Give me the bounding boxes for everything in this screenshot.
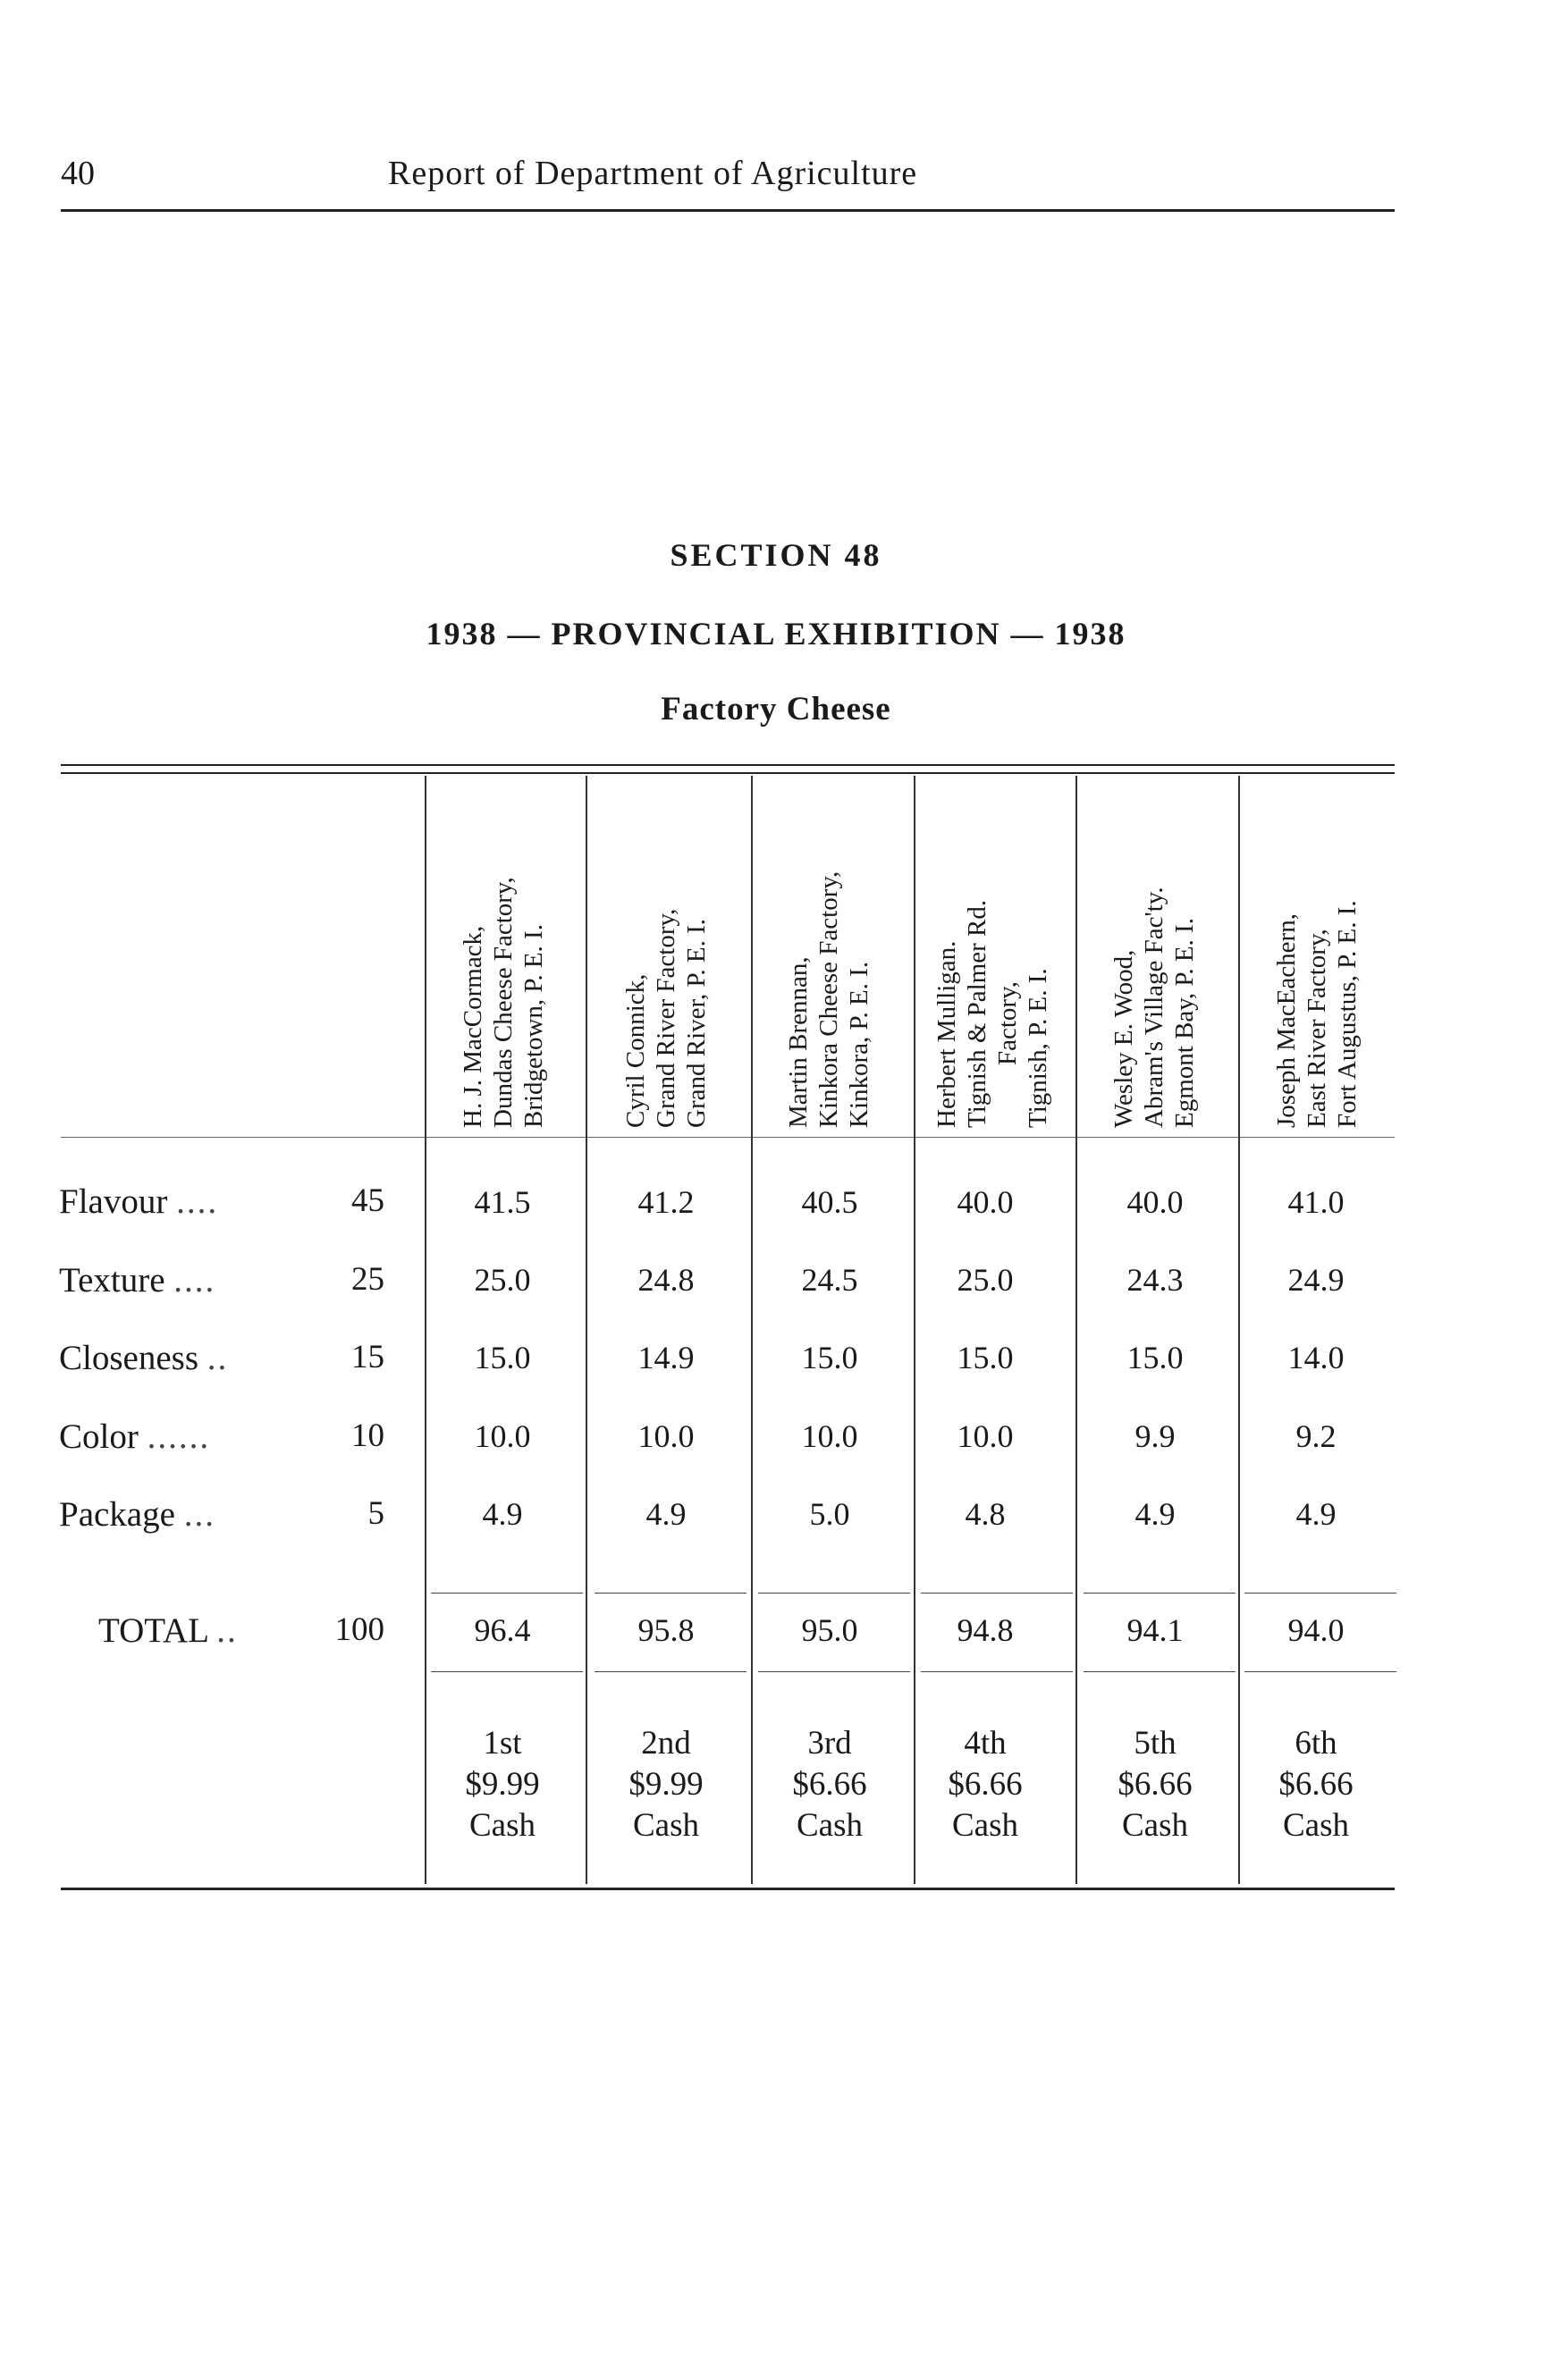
entrant-header xyxy=(1271,815,1432,1128)
entrant-factory: Grand River Factory, xyxy=(652,908,680,1128)
award-kind: Cash xyxy=(1122,1807,1188,1844)
score-cell: 41.5 xyxy=(474,1184,531,1220)
score-cell: 24.9 xyxy=(1287,1262,1345,1298)
score-cell: 15.0 xyxy=(957,1340,1014,1375)
award-prize: $9.99 xyxy=(465,1766,540,1803)
entrant-name: Cyril Connick, xyxy=(621,973,650,1128)
entrant-name: Herbert Mulligan. xyxy=(932,940,961,1128)
entrant-name: Joseph MacEachern, xyxy=(1272,913,1301,1128)
award-kind: Cash xyxy=(469,1807,536,1844)
score-cell: 9.2 xyxy=(1295,1418,1337,1454)
entrant-name: Wesley E. Wood, xyxy=(1109,949,1138,1128)
entrant-location: Egmont Bay, P. E. I. xyxy=(1170,918,1199,1128)
entrant-location: Grand River, P. E. I. xyxy=(682,918,711,1128)
award-place: 1st xyxy=(483,1725,522,1762)
award xyxy=(749,1723,910,1846)
row-max: 10 xyxy=(351,1417,384,1454)
score-cell: 10.0 xyxy=(637,1418,695,1454)
entrant-location: Bridgetown, P. E. I. xyxy=(519,924,548,1128)
score-cell: 5.0 xyxy=(809,1496,850,1532)
total-rule-top xyxy=(595,1593,746,1594)
score-cell: 15.0 xyxy=(1126,1340,1184,1375)
award xyxy=(905,1723,1066,1846)
entrant-header xyxy=(783,815,944,1128)
score-cell: 24.8 xyxy=(637,1262,695,1298)
entrant-factory: Kinkora Cheese Factory, xyxy=(814,870,843,1128)
score-cell: 24.5 xyxy=(801,1262,858,1298)
table-top-rule xyxy=(61,764,1395,766)
total-rule-top xyxy=(1084,1593,1236,1594)
score-cell: 40.0 xyxy=(957,1184,1014,1220)
total-rule-top xyxy=(431,1593,583,1594)
score-cell: 4.9 xyxy=(1295,1496,1337,1532)
award xyxy=(422,1723,583,1846)
entrant-header xyxy=(932,815,1092,1128)
table-top-rule-inner xyxy=(61,772,1395,774)
total-cell: 94.1 xyxy=(1126,1612,1184,1648)
entrant-factory: East River Factory, xyxy=(1303,929,1331,1128)
entrant-factory: Abram's Village Fac'ty. xyxy=(1140,887,1168,1128)
row-max: 25 xyxy=(351,1261,384,1298)
event-title: 1938 — PROVINCIAL EXHIBITION — 1938 xyxy=(426,616,1126,652)
total-cell: 96.4 xyxy=(474,1612,531,1648)
award-prize: $6.66 xyxy=(792,1766,867,1803)
award xyxy=(586,1723,746,1846)
award-place: 5th xyxy=(1134,1725,1177,1762)
column-divider xyxy=(425,776,426,1884)
row-label-color: Color ...... xyxy=(59,1417,211,1456)
total-cell: 95.8 xyxy=(637,1612,695,1648)
row-max: 5 xyxy=(367,1495,384,1532)
row-label-package: Package ... xyxy=(59,1495,215,1534)
table-bottom-rule xyxy=(61,1888,1395,1890)
score-cell: 25.0 xyxy=(957,1262,1014,1298)
total-rule-bottom xyxy=(921,1671,1073,1672)
entrant-location: Tignish, P. E. I. xyxy=(1024,968,1052,1128)
score-cell: 4.9 xyxy=(482,1496,523,1532)
entrant-location: Kinkora, P. E. I. xyxy=(845,961,873,1128)
award-prize: $9.99 xyxy=(628,1766,704,1803)
entrant-name: H. J. MacCormack, xyxy=(459,925,487,1128)
award-prize: $6.66 xyxy=(948,1766,1023,1803)
score-cell: 24.3 xyxy=(1126,1262,1184,1298)
running-title: Report of Department of Agriculture xyxy=(388,155,918,192)
score-cell: 41.2 xyxy=(637,1184,695,1220)
entrant-header xyxy=(1109,815,1269,1128)
row-max: 45 xyxy=(351,1182,384,1219)
award-place: 6th xyxy=(1295,1725,1337,1762)
award-kind: Cash xyxy=(952,1807,1018,1844)
row-max-total: 100 xyxy=(334,1611,384,1648)
award-kind: Cash xyxy=(633,1807,699,1844)
total-cell: 94.0 xyxy=(1287,1612,1345,1648)
score-cell: 14.9 xyxy=(637,1340,695,1375)
header-rule xyxy=(61,209,1395,212)
row-label-flavour: Flavour .... xyxy=(59,1182,219,1221)
entrant-header xyxy=(620,815,781,1128)
score-cell: 41.0 xyxy=(1287,1184,1345,1220)
total-rule-top xyxy=(758,1593,910,1594)
entrant-factory-cont: Factory, xyxy=(993,981,1022,1065)
score-cell: 9.9 xyxy=(1134,1418,1176,1454)
entrant-factory: Tignish & Palmer Rd. xyxy=(963,899,991,1128)
award-prize: $6.66 xyxy=(1118,1766,1193,1803)
entrant-location: Fort Augustus, P. E. I. xyxy=(1333,900,1362,1128)
score-cell: 4.9 xyxy=(645,1496,687,1532)
award-place: 2nd xyxy=(641,1725,691,1762)
entrant-name: Martin Brennan, xyxy=(784,956,813,1128)
total-rule-top xyxy=(1244,1593,1396,1594)
total-cell: 94.8 xyxy=(957,1612,1014,1648)
row-label-texture: Texture .... xyxy=(59,1261,216,1299)
award-place: 4th xyxy=(964,1725,1007,1762)
score-cell: 14.0 xyxy=(1287,1340,1345,1375)
score-cell: 4.8 xyxy=(965,1496,1006,1532)
total-rule-top xyxy=(921,1593,1073,1594)
award xyxy=(1075,1723,1236,1846)
score-cell: 10.0 xyxy=(801,1418,858,1454)
class-title: Factory Cheese xyxy=(661,691,891,727)
row-max: 15 xyxy=(351,1339,384,1375)
page-number: 40 xyxy=(61,155,95,192)
award xyxy=(1236,1723,1396,1846)
total-rule-bottom xyxy=(1084,1671,1236,1672)
total-cell: 95.0 xyxy=(801,1612,858,1648)
row-label-closeness: Closeness .. xyxy=(59,1339,229,1377)
score-cell: 15.0 xyxy=(474,1340,531,1375)
score-cell: 10.0 xyxy=(957,1418,1014,1454)
total-rule-bottom xyxy=(758,1671,910,1672)
award-prize: $6.66 xyxy=(1278,1766,1354,1803)
section-number: SECTION 48 xyxy=(670,537,882,573)
row-label-total: TOTAL .. xyxy=(98,1611,238,1650)
total-rule-bottom xyxy=(1244,1671,1396,1672)
score-cell: 10.0 xyxy=(474,1418,531,1454)
score-cell: 40.0 xyxy=(1126,1184,1184,1220)
score-cell: 40.5 xyxy=(801,1184,858,1220)
total-rule-bottom xyxy=(431,1671,583,1672)
entrant-factory: Dundas Cheese Factory, xyxy=(489,877,518,1128)
table-header-rule xyxy=(61,1137,1395,1138)
total-rule-bottom xyxy=(595,1671,746,1672)
entrant-header xyxy=(458,815,619,1128)
score-cell: 25.0 xyxy=(474,1262,531,1298)
award-kind: Cash xyxy=(797,1807,863,1844)
score-cell: 4.9 xyxy=(1134,1496,1176,1532)
score-cell: 15.0 xyxy=(801,1340,858,1375)
award-place: 3rd xyxy=(807,1725,852,1762)
award-kind: Cash xyxy=(1283,1807,1349,1844)
